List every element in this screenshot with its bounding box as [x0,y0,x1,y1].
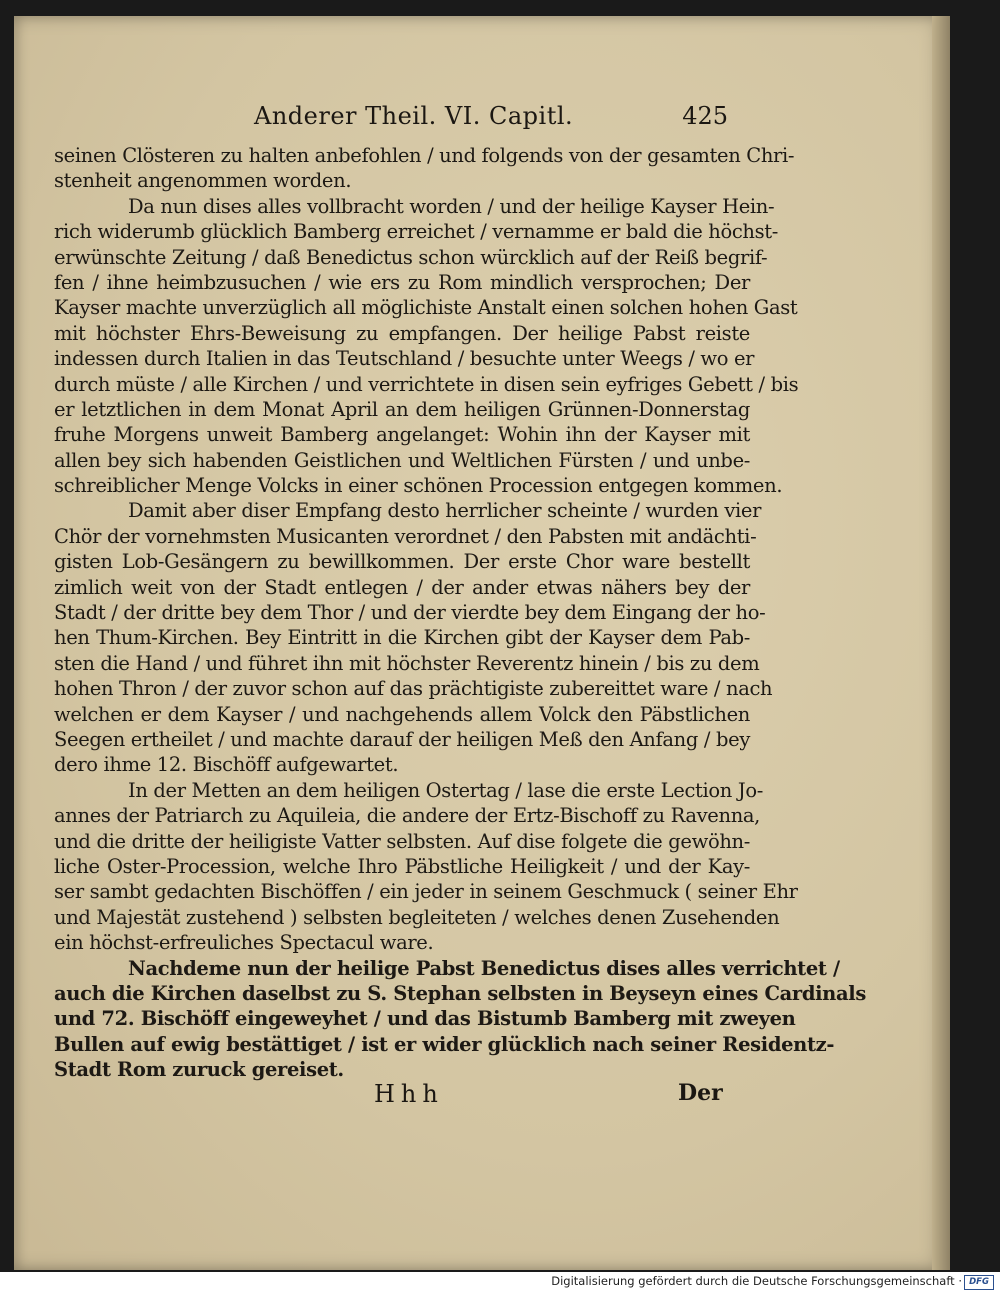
catchword: Der [678,1080,723,1106]
dfg-logo-icon: DFG [964,1275,994,1290]
text-line: schreiblicher Menge Volcks in einer schönen Procession entgegen kommen. [54,474,783,498]
page-footer [14,1080,950,1110]
text-line: und 72. Bischöff eingeweyhet / und das Bistumb Bamberg mit zweyen [54,1007,796,1031]
text-line: indessen durch Italien in das Teutschland / besuchte unter Weegs / wo er [54,347,755,371]
text-line: und Majestät zustehend ) selbsten begleiteten / welches denen Zusehenden [54,905,780,929]
text-line: ein höchst-erfreuliches Spectacul ware. [54,931,434,955]
text-line: Da nun dises alles vollbracht worden / und der heilige Kayser Hein- [128,194,775,218]
text-line: zimlich weit von der Stadt entlegen / der ander etwas nähers bey der [54,575,750,599]
text-line: rich widerumb glücklich Bamberg erreichet / vernamme er bald die höchst- [54,220,778,244]
text-line: Seegen ertheilet / und machte darauf der heiligen Meß den Anfang / bey [54,727,750,751]
text-line: allen bey sich habenden Geistlichen und Weltlichen Fürsten / und unbe- [54,448,750,472]
text-line: Damit aber diser Empfang desto herrlicher scheinte / wurden vier [128,499,762,523]
text-line: hen Thum-Kirchen. Bey Eintritt in die Kirchen gibt der Kayser dem Pab- [54,626,750,650]
text-line: auch die Kirchen daselbst zu S. Stephan selbsten in Beyseyn eines Cardinals [54,981,866,1005]
body-text [54,143,866,1082]
text-line: Stadt / der dritte bey dem Thor / und der vierdte bey dem Eingang der ho- [54,601,766,625]
text-line: welchen er dem Kayser / und nachgehends allem Volck den Päbstlichen [54,702,750,726]
text-line: fen / ihne heimbzusuchen / wie ers zu Rom mindlich versprochen; Der [54,270,750,294]
text-line: dero ihme 12. Bischöff aufgewartet. [54,753,399,777]
text-line: und die dritte der heiligiste Vatter selbsten. Auf dise folgete die gewöhn- [54,829,750,853]
credit-text: Digitalisierung gefördert durch die Deutsche Forschungsgemeinschaft · [551,1274,962,1288]
text-line: In der Metten an dem heiligen Ostertag / lase die erste Lection Jo- [128,778,763,802]
text-line: liche Oster-Procession, welche Ihro Päbstliche Heiligkeit / und der Kay- [54,854,750,878]
text-line: sten die Hand / und führet ihn mit höchster Reverentz hinein / bis zu dem [54,651,760,675]
text-line: Nachdeme nun der heilige Pabst Benedictus dises alles verrichtet / [128,956,840,980]
running-head-title: Anderer Theil. VI. Capitl. [254,102,574,130]
text-line: gisten Lob-Gesängern zu bewillkommen. Der erste Chor ware bestellt [54,550,750,574]
text-line: annes der Patriarch zu Aquileia, die andere der Ertz-Bischoff zu Ravenna, [54,804,761,828]
text-line: er letztlichen in dem Monat April an dem heiligen Grünnen-Donnerstag [54,397,750,421]
text-line: fruhe Morgens unweit Bamberg angelanget: Wohin ihn der Kayser mit [54,423,750,447]
text-line: Kayser machte unverzüglich all möglichiste Anstalt einen solchen hohen Gast [54,296,798,320]
signature-mark: Hhh [374,1080,444,1108]
text-line: stenheit angenommen worden. [54,169,352,193]
text-line: Chör der vornehmsten Musicanten verordnet / den Pabsten mit andächti- [54,524,757,548]
book-page [14,16,950,1270]
text-line: hohen Thron / der zuvor schon auf das prächtigiste zubereittet ware / nach [54,677,773,701]
credit-bar [0,1272,1000,1291]
text-line: durch müste / alle Kirchen / und verrichtete in disen sein eyfriges Gebett / bis [54,372,799,396]
text-line: Bullen auf ewig bestättiget / ist er wider glücklich nach seiner Residentz- [54,1032,835,1056]
page-number: 425 [682,102,728,130]
text-line: seinen Clösteren zu halten anbefohlen / und folgends von der gesamten Chri- [54,144,795,167]
text-line: Stadt Rom zuruck gereiset. [54,1058,344,1082]
text-line: erwünschte Zeitung / daß Benedictus schon würcklich auf der Reiß begrif- [54,245,768,269]
text-line: ser sambt gedachten Bischöffen / ein jeder in seinem Geschmuck ( seiner Ehr [54,880,798,904]
running-head [14,102,950,138]
text-line: mit höchster Ehrs-Beweisung zu empfangen. Der heilige Pabst reiste [54,321,750,345]
